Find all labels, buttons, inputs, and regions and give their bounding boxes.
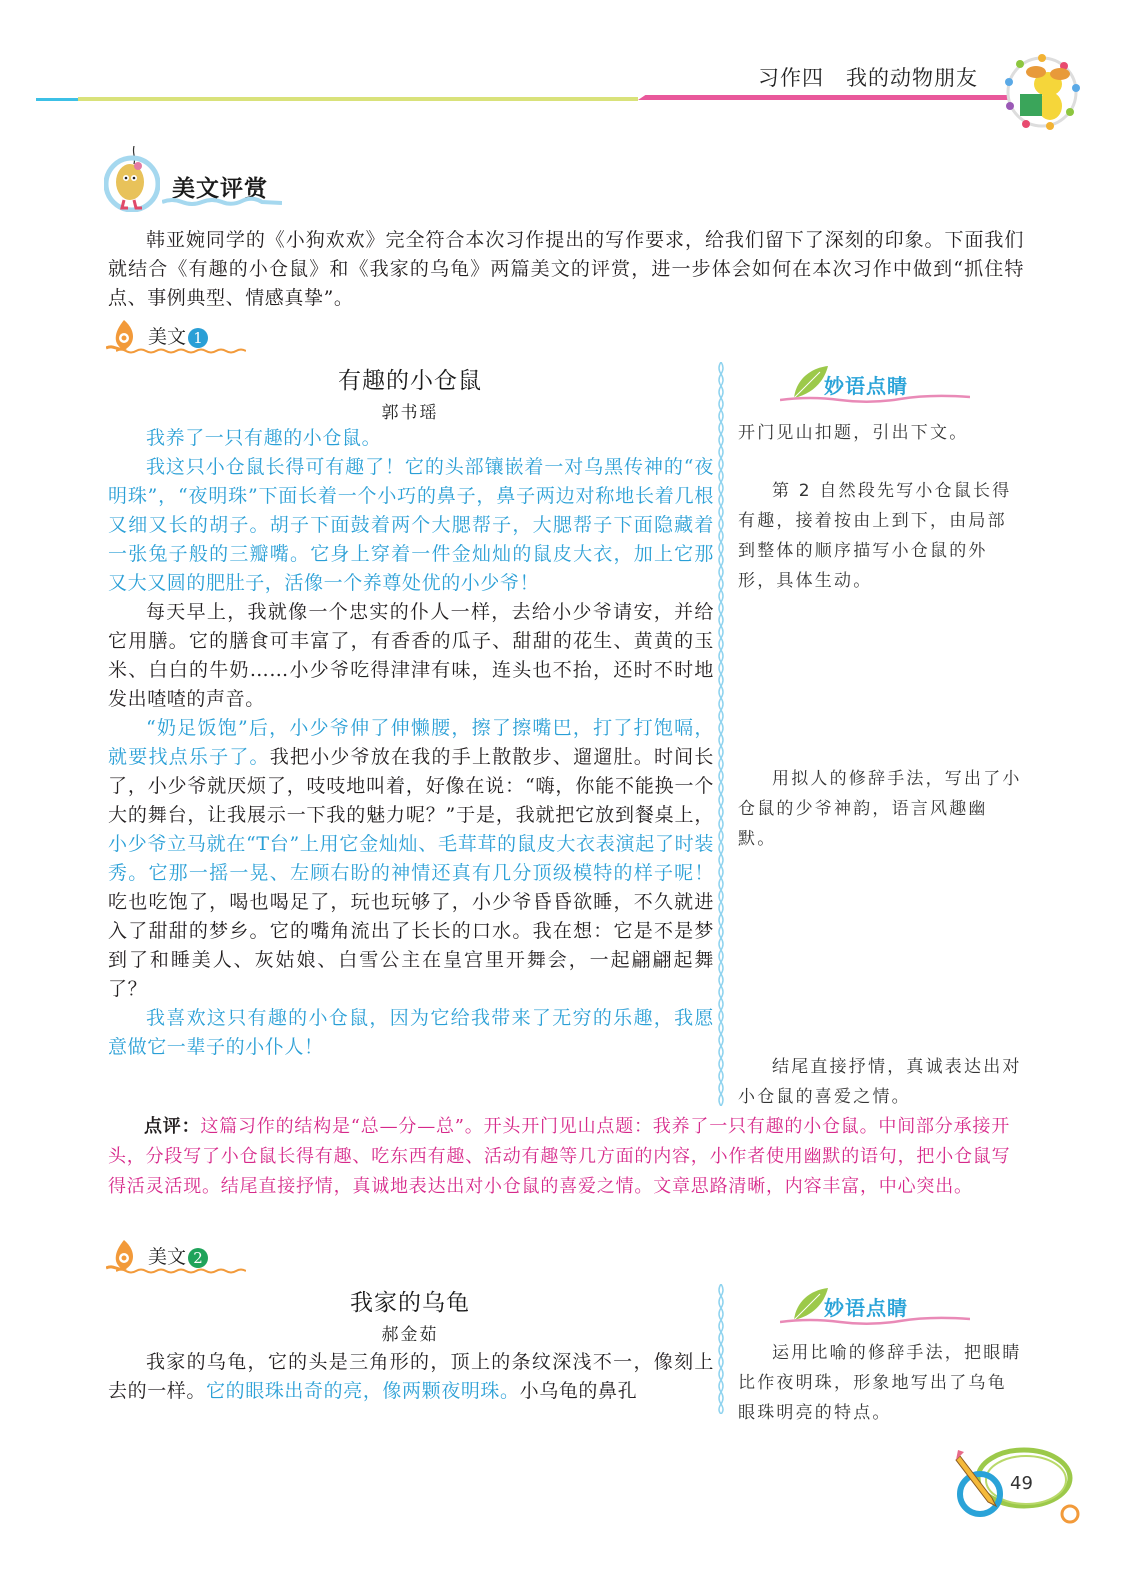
- header-rule-yellow: [78, 97, 638, 101]
- header-rule-blue: [36, 98, 78, 101]
- essay-1-author: 郭书瑶: [381, 403, 439, 423]
- essay-2-label: [106, 1238, 246, 1278]
- essay-2-paragraph-1: 我家的乌龟，它的头是三角形的，顶上的条纹深浅不一，像刻上去的一样。它的眼珠出奇的亮，像两颗夜明珠。小乌龟的鼻孔: [108, 1351, 714, 1402]
- potato-mascot-icon: [104, 146, 160, 212]
- essay-1-paragraph-5: 我喜欢这只有趣的小仓鼠，因为它给我带来了无穷的乐趣，我愿意做它一辈子的小仆人！: [108, 1007, 714, 1058]
- decorative-chain: [116, 1268, 246, 1274]
- tips-heading-1: 妙语点睛: [790, 364, 980, 404]
- header-rule-pink: [638, 95, 1008, 100]
- essay-1-paragraph-4: “奶足饭饱”后，小少爷伸了伸懒腰，擦了擦嘴巴，打了打饱嗝，就要找点乐子了。我把小少爷放在我的手上散散步、遛遛肚。时间长了，小少爷就厌烦了，吱吱地叫着，好像在说：“嗨，你能不能换一个大的舞台，让我展示一下我的魅力呢？”于是，我就把它放到餐桌上，小少爷立马就在“T台”上用它金灿灿、毛茸茸的鼠皮大衣表演起了时装秀。它那一摇一晃、左顾右盼的神情还真有几分顶级模特的样子呢！吃也吃饱了，喝也喝足了，玩也玩够了，小少爷昏昏欲睡，不久就进入了甜甜的梦乡。它的嘴角流出了长长的口水。我在想：它是不是梦到了和睡美人、灰姑娘、白雪公主在皇宫里开舞会，一起翩翩起舞了？: [108, 717, 714, 1000]
- review-text: 这篇习作的结构是“总—分—总”。开头开门见山点题：我养了一只有趣的小仓鼠。中间部分承接开头，分段写了小仓鼠长得有趣、吃东西有趣、活动有趣等几方面的内容，小作者使用幽默的语句，把小仓鼠写得活灵活现。结尾直接抒情，真诚地表达出对小仓鼠的喜爱之情。文章思路清晰，内容丰富，中心突出。: [108, 1116, 1011, 1197]
- essay-1-review: [108, 1112, 1024, 1202]
- tip-5: 运用比喻的修辞手法，把眼睛比作夜明珠，形象地写出了乌龟眼珠明亮的特点。: [738, 1343, 1022, 1423]
- decorative-chain: [116, 348, 246, 354]
- essay-label-text: 美文: [148, 326, 187, 348]
- essay-1-label: [106, 318, 246, 358]
- essay-2-body: [108, 1348, 714, 1406]
- dog-reading-book-icon: [1004, 54, 1080, 130]
- pink-brush-underline: [780, 394, 970, 404]
- essay-1-paragraph-2: 我这只小仓鼠长得可有趣了！它的头部镶嵌着一对乌黑传神的“夜明珠”，“夜明珠”下面长着一个小巧的鼻子，鼻子两边对称地长着几根又细又长的胡子。胡子下面鼓着两个大腮帮子，大腮帮子下面隐藏着一张兔子般的三瓣嘴。它身上穿着一件金灿灿的鼠皮大衣，加上它那又大又圆的肥肚子，活像一个养尊处优的小少爷！: [108, 456, 714, 594]
- essay-2-author: 郝金茹: [381, 1325, 439, 1345]
- review-label: 点评：: [144, 1116, 201, 1137]
- unit-title: 习作四 我的动物朋友: [758, 66, 978, 90]
- intro-paragraph: 韩亚婉同学的《小狗欢欢》完全符合本次习作提出的写作要求，给我们留下了深刻的印象。下面我们就结合《有趣的小仓鼠》和《我家的乌龟》两篇美文的评赏，进一步体会如何在本次习作中做到“抓住特点、事例典型、情感真挚”。: [108, 229, 1024, 309]
- essay-label-text: 美文: [148, 1246, 187, 1268]
- column-divider: [716, 1284, 726, 1414]
- essay-2-title: 我家的乌龟: [350, 1290, 470, 1316]
- page-number: 49: [1010, 1473, 1033, 1494]
- section-title: 美文评赏: [172, 176, 268, 202]
- essay-number-badge: 1: [188, 328, 208, 348]
- essay-number-badge: 2: [188, 1248, 208, 1268]
- tip-2: 第 2 自然段先写小仓鼠长得有趣，接着按由上到下，由局部到整体的顺序描写小仓鼠的外形，具体生动。: [738, 481, 1012, 591]
- pink-brush-underline: [780, 1316, 970, 1326]
- tip-4: 结尾直接抒情，真诚表达出对小仓鼠的喜爱之情。: [738, 1057, 1022, 1107]
- tips-heading-2: 妙语点睛: [790, 1286, 980, 1326]
- essay-1-body: [108, 424, 714, 1062]
- essay-1-title: 有趣的小仓鼠: [338, 368, 482, 394]
- tip-1: 开门见山扣题，引出下文。: [738, 423, 969, 443]
- tip-3: 用拟人的修辞手法，写出了小仓鼠的少爷神韵，语言风趣幽默。: [738, 769, 1022, 849]
- essay-1-paragraph-1: 我养了一只有趣的小仓鼠。: [146, 427, 382, 449]
- essay-1-paragraph-3: 每天早上，我就像一个忠实的仆人一样，去给小少爷请安，并给它用膳。它的膳食可丰富了，有香香的瓜子、甜甜的花生、黄黄的玉米、白白的牛奶……小少爷吃得津津有味，连头也不抬，还时不时地发出喳喳的声音。: [108, 601, 714, 710]
- column-divider: [716, 362, 726, 1106]
- section-title-underline: [162, 196, 282, 206]
